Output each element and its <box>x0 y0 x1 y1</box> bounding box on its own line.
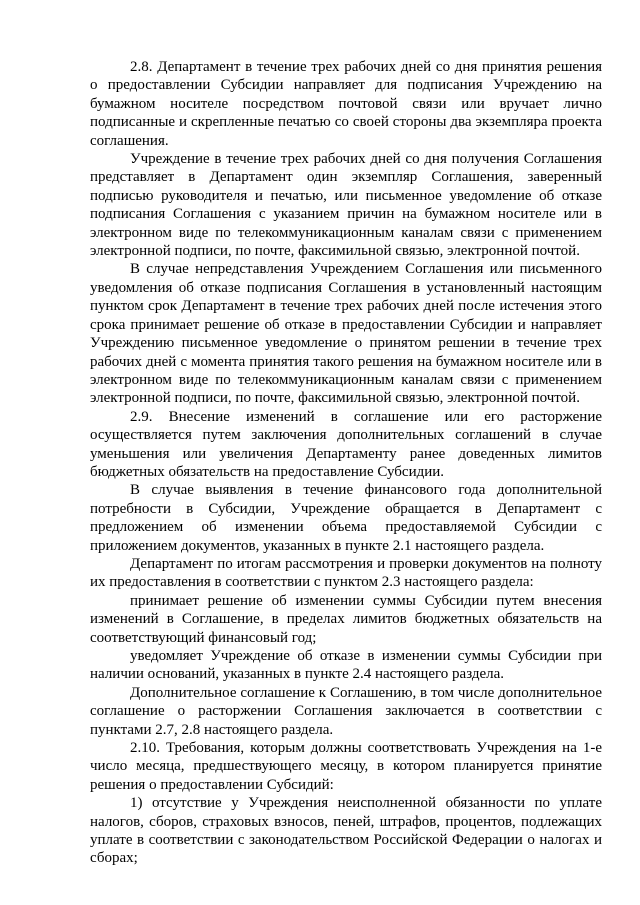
paragraph-additional-need: В случае выявления в течение финансового года дополнительной потребности в Субсидии, Учреждение обращается в Департамент с предложением об изменении объема предоставляемой Субсидии с приложением документов, указанных в пункте 2.1 настоящего раздела. <box>90 482 602 554</box>
document-page <box>90 58 602 868</box>
paragraph-non-submission: В случае непредставления Учреждением Соглашения или письменного уведомления об отказе подписания Соглашения в установленный настоящим пунктом срок Департамент в течение трех рабочих дней после истечения этого срока принимает решение об отказе в предоставлении Субсидии и направляет Учреждению письменное уведомление о принятом решении в течение трех рабочих дней с момента принятия такого решения на бумажном носителе или в электронном виде по телекоммуникационным каналам связи с применением электронной подписи, по почте, факсимильной связью, электронной почтой. <box>90 261 602 407</box>
paragraph-additional-agreement: Дополнительное соглашение к Соглашению, в том числе дополнительное соглашение о расторжении Соглашения заключается в соответствии с пунктами 2.7, 2.8 настоящего раздела. <box>90 684 602 738</box>
paragraph-decision-change: принимает решение об изменении суммы Субсидии путем внесения изменений в Соглашение, в пределах лимитов бюджетных обязательств на соответствующий финансовый год; <box>90 592 602 646</box>
paragraph-2-8: 2.8. Департамент в течение трех рабочих дней со дня принятия решения о предоставлении Субсидии направляет для подписания Учреждению на бумажном носителе посредством почтовой связи или вручает лично подписанные и скрепленные печатью со своей стороны два экземпляра проекта соглашения. <box>90 59 602 149</box>
paragraph-requirement-1: 1) отсутствие у Учреждения неисполненной обязанности по уплате налогов, сборов, страховых взносов, пеней, штрафов, процентов, подлежащих уплате в соответствии с законодательством Российской Федерации о налогах и сборах; <box>90 795 602 867</box>
paragraph-review-results: Департамент по итогам рассмотрения и проверки документов на полноту их предоставления в соответствии с пунктом 2.3 настоящего раздела: <box>90 555 602 591</box>
paragraph-refusal-notice: уведомляет Учреждение об отказе в изменении суммы Субсидии при наличии оснований, указанных в пункте 2.4 настоящего раздела. <box>90 648 602 683</box>
paragraph-2-9: 2.9. Внесение изменений в соглашение или его расторжение осуществляется путем заключения дополнительных соглашений в случае уменьшения или увеличения Департаменту ранее доведенных лимитов бюджетных обязательств на предоставление Субсидии. <box>90 408 602 480</box>
paragraph-2-10: 2.10. Требования, которым должны соответствовать Учреждения на 1-е число месяца, предшествующего месяцу, в котором планируется принятие решения о предоставлении Субсидий: <box>90 740 602 793</box>
paragraph-agreement-return: Учреждение в течение трех рабочих дней со дня получения Соглашения представляет в Департамент один экземпляр Соглашения, заверенный подписью руководителя и печатью, или письменное уведомление об отказе подписания Соглашения с указанием причин на бумажном носителе или в электронном виде по телекоммуникационным каналам связи с применением электронной подписи, по почте, факсимильной связью, электронной почтой. <box>90 151 602 260</box>
